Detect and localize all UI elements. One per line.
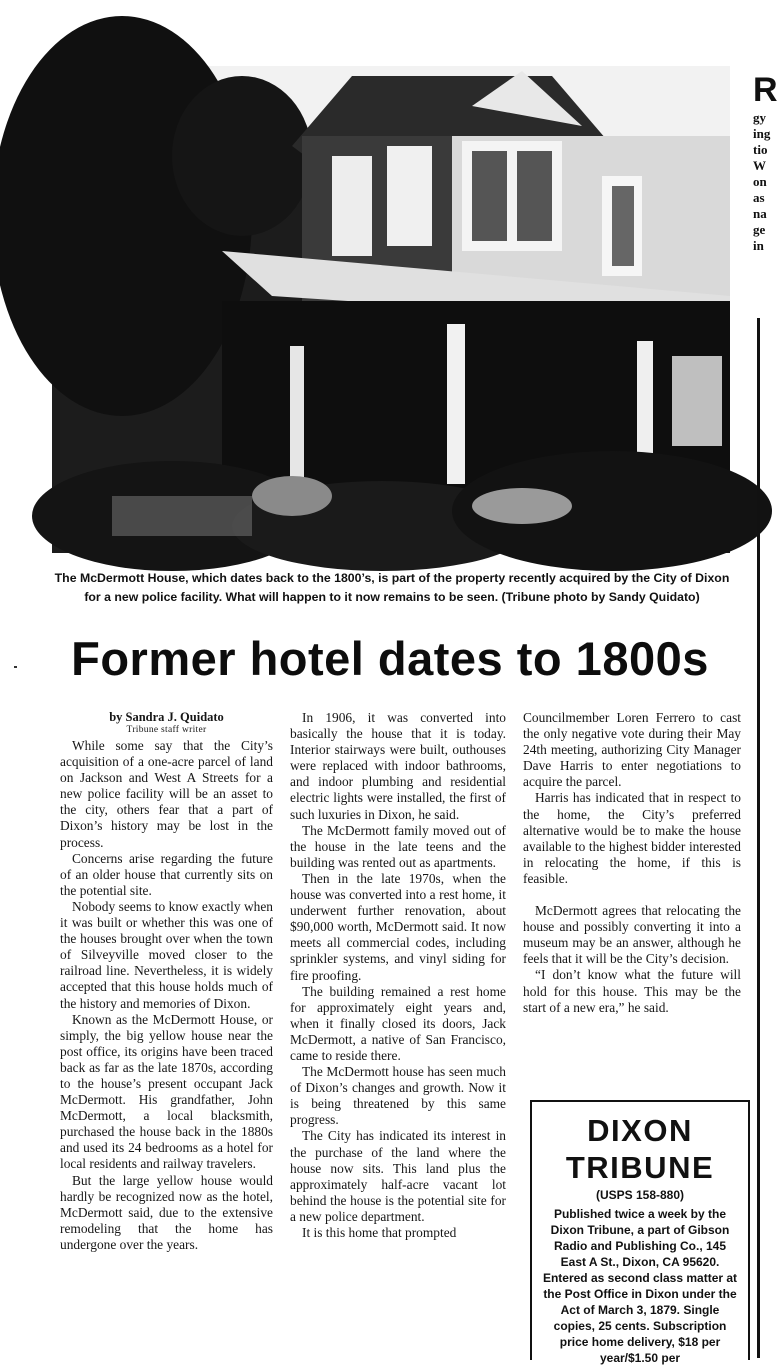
fragment-line: in [753, 238, 764, 253]
paragraph: “I don’t know what the future will hold for this house. This may be the start of a new era,” he said. [523, 967, 741, 1015]
photo-caption: The McDermott House, which dates back to the 1800’s, is part of the property recently acquired by the City of Dixon for a new police facility. What will happen to it now remains to be seen. (Tribune photo by Sandy Quidato) [54, 571, 730, 604]
print-speck [14, 666, 17, 668]
paragraph: But the large yellow house would hardly be recognized now as the hotel, McDermott said, due to the extensive remodeling that the home has undergone over the years. [60, 1172, 273, 1252]
paragraph: The City has indicated its interest in the purchase of the land where the house now sits. This land plus the approximately half-acre vacant lot behind the house is the potential site for a new police department. [290, 1128, 506, 1224]
masthead-box [530, 1100, 750, 1365]
paragraph: The building remained a rest home for approximately eight years and, when it finally closed its doors, Jack McDermott, a native of San Francisco, came to reside there. [290, 983, 506, 1063]
house-photo [52, 66, 730, 553]
paragraph: While some say that the City’s acquisition of a one-acre parcel of land on Jackson and West A Streets for a new police facility will be an asset to the city, others fear that a part of Dixon’s history may be lost in the process. [60, 738, 273, 850]
paragraph: It is this home that prompted [302, 1225, 457, 1240]
fragment-line: ing [753, 126, 771, 141]
fragment-line: W [753, 158, 766, 173]
article-column-3 [523, 710, 741, 1016]
paragraph: The McDermott house has seen much of Dixon’s changes and growth. Now it is being threatened by this same progress. [290, 1064, 506, 1128]
paragraph: In 1906, it was converted into basically the house that it is today. Interior stairways were built, outhouses were replaced with indoor bathrooms, and indoor plumbing and residential electric lights were installed, the first of such luxuries in Dixon, he said. [290, 710, 506, 822]
paragraph: Councilmember Loren Ferrero to cast the only negative vote during their May 24th meeting, authorizing City Manager Dave Harris to enter negotiations to acquire the parcel. [523, 710, 741, 790]
fragment-line: on [753, 174, 767, 189]
article-column-1 [60, 710, 273, 1253]
fragment-line: as [753, 190, 765, 205]
paragraph: Concerns arise regarding the future of an older house that currently sits on the potential site. [60, 850, 273, 898]
article-column-2 [290, 710, 506, 1241]
column-rule [757, 318, 760, 1358]
masthead-usps: (USPS 158-880) [595, 1188, 685, 1202]
masthead-title-line1: DIXON [587, 1113, 693, 1148]
paragraph: Known as the McDermott House, or simply, the big yellow house near the post office, its origins have been traced back as far as the late 1870s, according to the house’s present occupant Jack McDermott. His grandfather, John McDermott, a local blacksmith, purchased the house back in the 1880s and used its 24 bedrooms as a hotel for local residents and railway travelers. [60, 1011, 273, 1172]
masthead-title-line2: TRIBUNE [565, 1150, 715, 1185]
fragment-line: tio [753, 142, 768, 157]
fragment-initial: R [753, 71, 778, 109]
paragraph: Nobody seems to know exactly when it was built or whether this was one of the houses brought over when the town of Silveyville moved closer to the railroad line. Nevertheless, it is widely accepted that this house holds much of the history and memories of Dixon. [60, 898, 273, 1011]
paragraph: Then in the late 1970s, when the house was converted into a rest home, it underwent further renovation, about $90,000 worth, McDermott said. It now meets all commercial codes, including sprinkler systems, and vinyl siding for fire proofing. [290, 870, 506, 983]
fragment-line: ge [753, 222, 766, 237]
paragraph: McDermott agrees that relocating the house and possibly converting it into a museum may be an answer, although he feels that it will be the City’s decision. [523, 903, 741, 967]
byline-role: Tribune staff writer [126, 725, 207, 735]
paragraph: Harris has indicated that in respect to the home, the City’s preferred alternative would be to make the house available to the highest bidder interested in relocating the home, if this is feasible. [523, 790, 741, 886]
article-headline: Former hotel dates to 1800s [71, 632, 709, 685]
byline: by Sandra J. Quidato [109, 710, 224, 724]
adjacent-article-fragment [735, 70, 778, 310]
house-photo-image [52, 66, 730, 553]
paragraph: The McDermott family moved out of the house in the late teens and the building was rented out as apartments. [290, 822, 506, 870]
masthead-publication-info: Published twice a week by the Dixon Tribune, a part of Gibson Radio and Publishing Co., 145 East A St., Dixon, CA 95620. Entered as second class matter at the Post Office in Dixon under the Act of March 3, 1879. Single copies, 25 cents. Subscription price home delivery, $18 per year/$1.50 per [542, 1207, 738, 1365]
fragment-line: gy [753, 110, 766, 125]
fragment-line: na [753, 206, 767, 221]
